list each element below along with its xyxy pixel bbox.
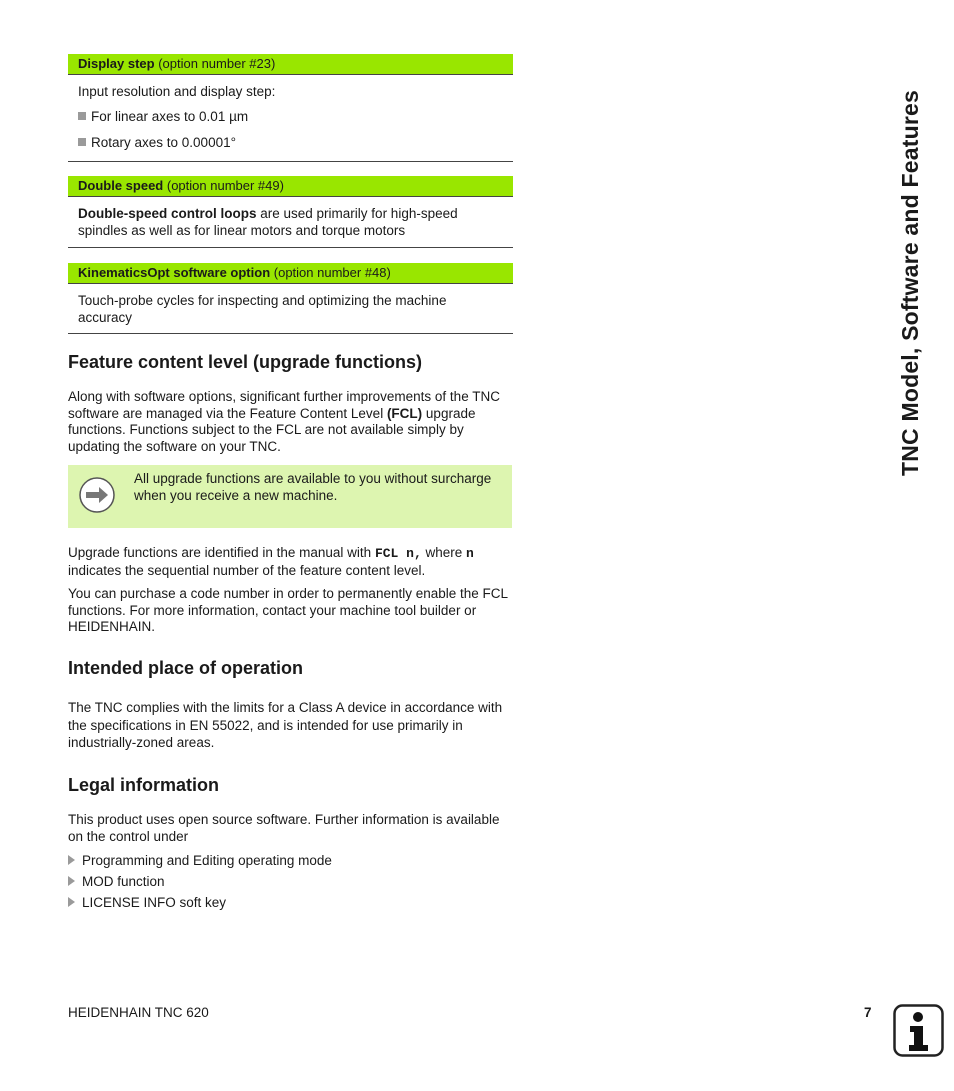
fcl-paragraph-1: [68, 389, 513, 455]
section-heading-operation: Intended place of operation: [68, 658, 304, 678]
arrow-right-icon: [79, 477, 115, 513]
option-box-header: [68, 176, 513, 197]
option-box-body: [68, 284, 513, 334]
option-box-double-speed: [68, 176, 513, 248]
list-item: [68, 850, 332, 871]
code-fcl-n: FCL n,: [374, 546, 422, 561]
page-number: 7: [864, 1005, 872, 1020]
list-item-text: MOD function: [82, 874, 165, 889]
option-text: are used primarily for high-speed spindles as well as for linear motors and torque motors: [78, 206, 458, 238]
option-box-body: [68, 75, 513, 162]
option-title: KinematicsOpt software option: [78, 265, 271, 280]
option-number: (option number #49): [166, 178, 284, 193]
fcl-abbreviation: (FCL): [386, 405, 423, 421]
option-box-kinematicsopt: [68, 263, 513, 334]
list-item: [78, 108, 503, 125]
section-heading-legal: Legal information: [68, 775, 220, 795]
list-item: [68, 892, 332, 913]
fcl-paragraph-2: [68, 545, 513, 579]
legal-paragraph: This product uses open source software. Further information is available on the control under: [68, 812, 500, 844]
list-item-text: Programming and Editing operating mode: [82, 853, 332, 868]
legal-steps-list: [68, 850, 332, 913]
option-box-header: [68, 263, 513, 284]
option-title: Display step: [78, 56, 155, 71]
footer-product: HEIDENHAIN TNC 620: [68, 1005, 209, 1020]
triangle-bullet-icon: [68, 897, 75, 907]
triangle-bullet-icon: [68, 876, 75, 886]
square-bullet-icon: [78, 112, 86, 120]
option-box-display-step: [68, 54, 513, 162]
option-title: Double speed: [78, 178, 164, 193]
option-bold-lead: Double-speed control loops: [78, 206, 257, 221]
option-intro: Input resolution and display step:: [78, 84, 276, 99]
list-item-text: Rotary axes to 0.00001°: [91, 135, 236, 150]
list-item-text: For linear axes to 0.01 µm: [91, 109, 249, 124]
note-box: [68, 465, 512, 528]
option-number: (option number #48): [273, 265, 391, 280]
section-heading-fcl: Feature content level (upgrade functions): [68, 352, 423, 372]
option-text: Touch-probe cycles for inspecting and optimizing the machine accuracy: [78, 293, 447, 325]
text-span: where: [421, 545, 467, 560]
operation-paragraph: The TNC complies with the limits for a Class A device in accordance with the specifications in EN 55022, and is intended for use primarily in industrially-zoned areas.: [68, 700, 503, 750]
note-text: All upgrade functions are available to you without surcharge when you receive a new machine.: [134, 471, 492, 503]
code-n: n: [466, 546, 474, 561]
info-icon: [893, 1004, 944, 1057]
text-span: Along with software options, significant further improvements of the TNC software are managed via the Feature Content Level: [68, 389, 500, 421]
option-box-body: [68, 197, 513, 248]
option-box-header: [68, 54, 513, 75]
fcl-paragraph-3: You can purchase a code number in order to permanently enable the FCL functions. For more information, contact your machine tool builder or HEIDENHAIN.: [68, 586, 508, 634]
option-description: [78, 205, 503, 239]
text-span: indicates the sequential number of the feature content level.: [68, 562, 426, 578]
list-item: [68, 871, 332, 892]
list-item: [78, 134, 503, 151]
text-span: Upgrade functions are identified in the manual with: [68, 545, 375, 560]
triangle-bullet-icon: [68, 855, 75, 865]
list-item-text: LICENSE INFO soft key: [82, 895, 227, 910]
text-span: upgrade functions. Functions subject to the FCL are not available simply by updating the software on your TNC.: [68, 405, 476, 454]
option-number: (option number #23): [158, 56, 276, 71]
square-bullet-icon: [78, 138, 86, 146]
side-chapter-title: TNC Model, Software and Features: [897, 90, 923, 476]
